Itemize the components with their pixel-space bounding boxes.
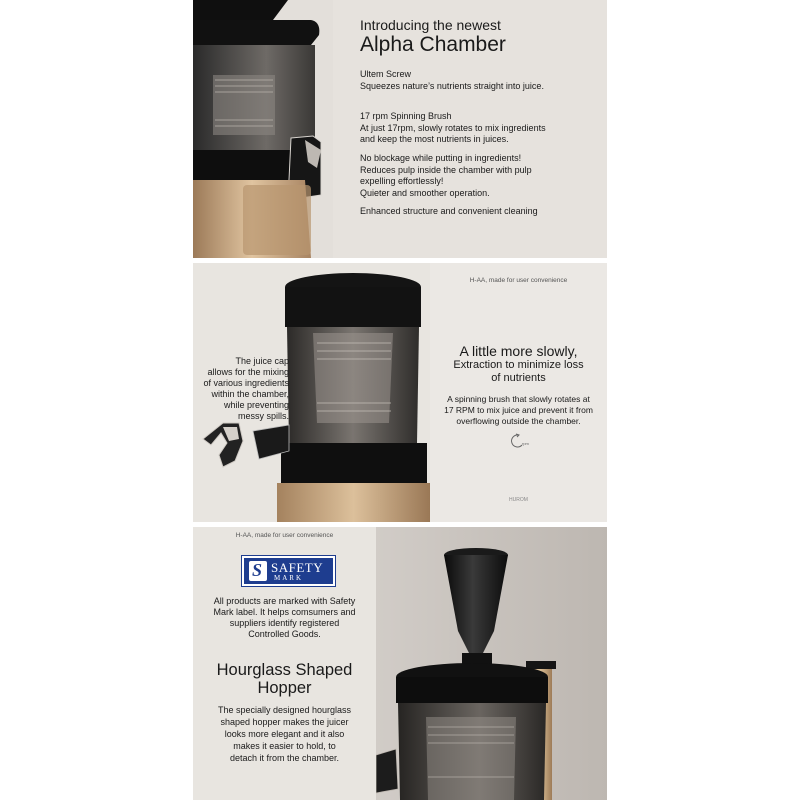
rpm-label: rpm (522, 441, 529, 446)
rotation-icon (510, 433, 532, 449)
subheading-line: of nutrients (491, 371, 546, 384)
note-line: allows for the mixing (207, 367, 289, 377)
hourglass-hopper-panel (193, 527, 607, 800)
safety-line: Mark label. It helps comsumers and (213, 607, 356, 617)
juice-cap-image-area (193, 263, 430, 522)
description-line: overflowing outside the chamber. (456, 416, 581, 426)
slow-extraction-text (430, 263, 607, 522)
safety-line: suppliers identify registered (229, 618, 340, 628)
alpha-chamber-panel (193, 0, 607, 258)
feature-cleaning (360, 206, 538, 218)
feature-line: Quieter and smoother operation. (360, 187, 490, 198)
safety-mark-badge (242, 556, 335, 586)
product-tagline: H-AA, made for user convenience (235, 532, 334, 539)
intro-title: Alpha Chamber (360, 33, 506, 56)
safety-line: Controlled Goods. (248, 629, 321, 639)
feature-line: At just 17rpm, slowly rotates to mix ingredients (360, 122, 546, 133)
feature-line: and keep the most nutrients in juices. (360, 134, 509, 144)
feature-line: 17 rpm Spinning Brush (360, 111, 452, 121)
description-line: 17 RPM to mix juice and prevent it from (444, 405, 593, 415)
heading-line: Hopper (257, 679, 312, 697)
hopper-text-area (193, 527, 376, 800)
feature-line: No blockage while putting in ingredients! (360, 153, 522, 163)
note-line: The juice cap (235, 356, 289, 366)
safety-subtitle: MARK (274, 574, 304, 582)
note-line: while preventing (223, 400, 289, 410)
description-line: shaped hopper makes the juicer (220, 717, 349, 727)
feature-spinning-brush (360, 111, 546, 146)
safety-title: SAFETY (271, 560, 324, 575)
note-line: of various ingredients (203, 378, 289, 388)
feature-ultem-screw (360, 69, 544, 92)
hopper-description (193, 704, 376, 764)
feature-line: Squeezes nature’s nutrients straight into juice. (360, 80, 544, 91)
feature-line: Enhanced structure and convenient cleaning (360, 206, 538, 216)
feature-line: expelling effortlessly! (360, 176, 444, 186)
note-line: within the chamber, (211, 389, 289, 399)
safety-description (193, 596, 376, 640)
description-line: A spinning brush that slowly rotates at (447, 394, 590, 404)
feature-line: Ultem Screw (360, 69, 412, 79)
slow-extraction-panel (193, 263, 607, 522)
description-line: The specially designed hourglass (217, 705, 352, 715)
hopper-image-area (376, 527, 607, 800)
subheading-line: Extraction to minimize loss (453, 359, 584, 371)
feature-line: Reduces pulp inside the chamber with pulp (360, 164, 532, 175)
product-tagline: H-AA, made for user convenience (469, 277, 568, 284)
note-line: messy spills. (237, 411, 289, 421)
slow-heading: A little more slowly, (459, 343, 578, 359)
feature-no-blockage (360, 153, 532, 199)
juicer-hopper-image (376, 527, 607, 800)
brand-mark: HUROM (509, 497, 528, 503)
description-line: detach it from the chamber. (229, 753, 340, 763)
juicer-chamber-image (193, 0, 333, 258)
juice-cap-note (193, 356, 289, 422)
hopper-heading (193, 661, 376, 697)
safety-s-icon (249, 561, 267, 581)
heading-line: Hourglass Shaped (216, 661, 353, 679)
description-line: makes it easier to hold, to (233, 741, 336, 751)
description-line: looks more elegant and it also (224, 729, 345, 739)
intro-subtitle: Introducing the newest (360, 17, 501, 33)
safety-line: All products are marked with Safety (213, 596, 356, 606)
slow-subheading (430, 359, 607, 384)
slow-description (430, 394, 607, 427)
